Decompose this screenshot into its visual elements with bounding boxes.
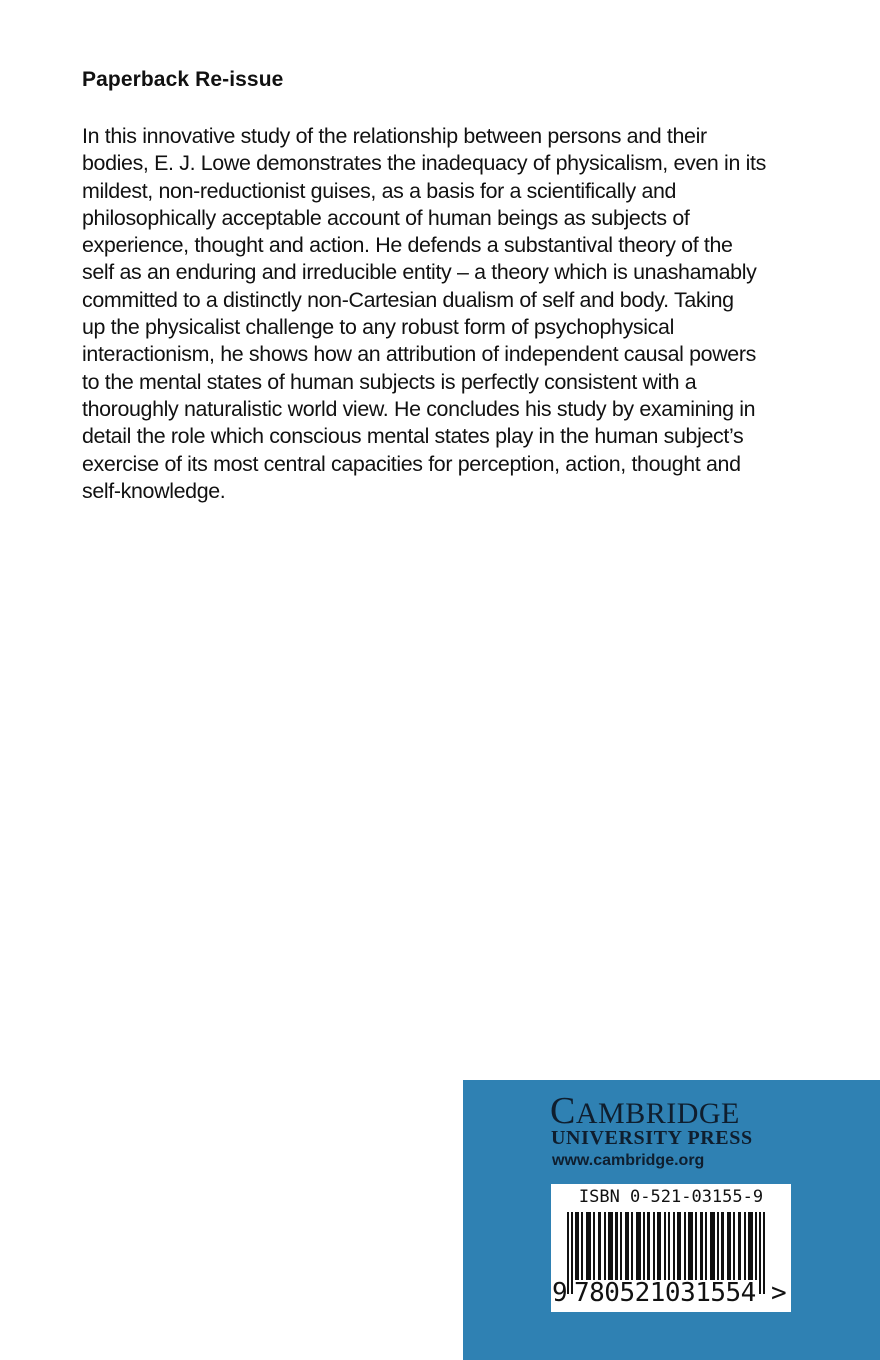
blurb-line: self-knowledge. — [82, 478, 226, 503]
isbn-label: ISBN 0-521-03155-9 — [578, 1187, 764, 1207]
ean-main-digits: 780521031554 — [574, 1278, 756, 1308]
blurb — [82, 123, 822, 505]
logo-rest: AMBRIDGE — [575, 1097, 740, 1130]
ean-arrow: > — [771, 1278, 787, 1308]
blurb-line: In this innovative study of the relationship between persons and their — [82, 124, 707, 148]
blurb-line: detail the role which conscious mental states play in the human subject’s — [82, 424, 744, 449]
publisher-logo — [550, 1092, 740, 1130]
blurb-line: up the physicalist challenge to any robust form of psychophysical — [82, 315, 674, 340]
blurb-line: bodies, E. J. Lowe demonstrates the inadequacy of physicalism, even in its — [82, 151, 766, 176]
logo-initial: C — [550, 1090, 576, 1132]
blurb-line: committed to a distinctly non-Cartesian dualism of self and body. Taking — [82, 287, 734, 312]
blurb-line: self as an enduring and irreducible entity – a theory which is unashamably — [82, 260, 757, 285]
blurb-line: exercise of its most central capacities for perception, action, thought and — [82, 451, 741, 476]
blurb-line: mildest, non-reductionist guises, as a basis for a scientifically and — [82, 178, 677, 203]
heading: Paperback Re-issue — [82, 68, 284, 91]
blurb-line: interactionism, he shows how an attribution of independent causal powers — [82, 342, 756, 367]
blurb-line: to the mental states of human subjects is perfectly consistent with a — [82, 369, 697, 394]
blurb-line: philosophically acceptable account of human beings as subjects of — [82, 205, 690, 230]
publisher-panel — [463, 1080, 880, 1360]
blurb-line: thoroughly naturalistic world view. He concludes his study by examining in — [82, 396, 756, 421]
blurb-line: experience, thought and action. He defends a substantival theory of the — [82, 233, 733, 258]
ean-first-digit: 9 — [552, 1278, 568, 1308]
publisher-subtitle: UNIVERSITY PRESS — [551, 1127, 753, 1149]
publisher-url: www.cambridge.org — [552, 1152, 705, 1169]
barcode-box — [551, 1184, 791, 1312]
